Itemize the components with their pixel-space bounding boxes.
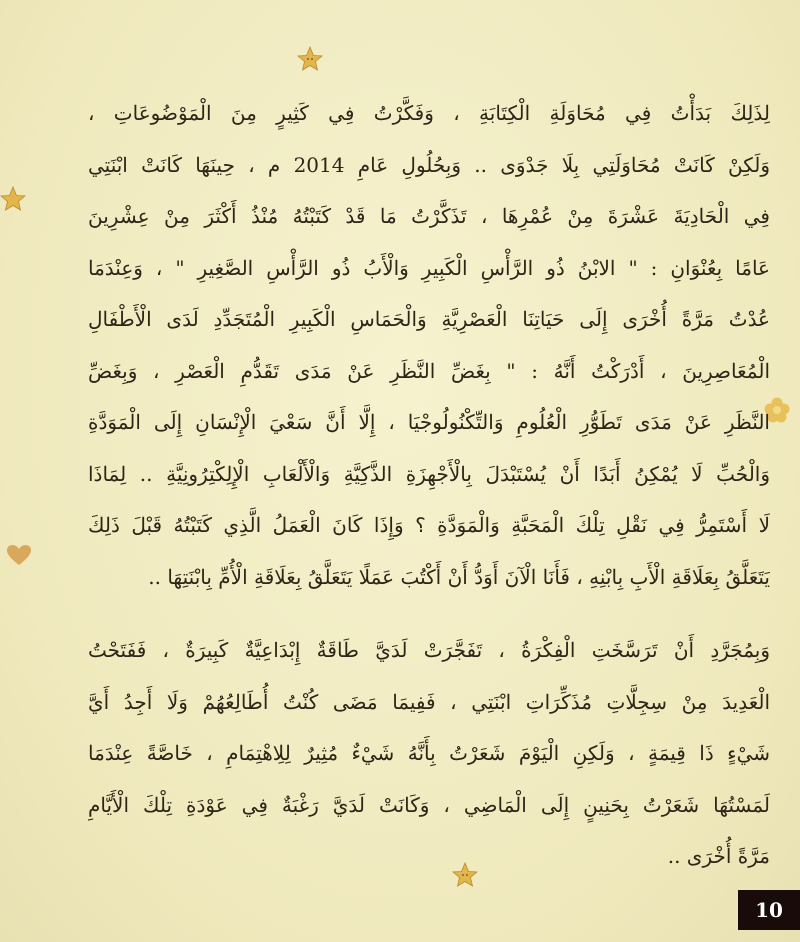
text-line: عُدْتُ مَرَّةً أُخْرَى إِلَى حَيَاتِنَا الْعَصْرِيَّةِ وَالْحَمَاسِ الْكَبِيرِ الْمُتَجَدِّدِ لَدَى الْأَطْفَالِ [88, 307, 770, 331]
text-line: عَامًا بِعُنْوَانِ : " الابْنُ ذُو الرَّأْسِ الْكَبِيرِ وَالْأَبُ ذُو الرَّأْسِ الصَّغِيرِ " ، وَعِنْدَمَا [88, 255, 770, 280]
text-line: النَّظَرِ عَنْ مَدَى تَطَوُّرِ الْعُلُومِ وَالتِّكْنُولُوجْيَا ، إِلَّا أَنَّ سَعْيَ الْإِنْسَانِ إِلَى الْمَوَدَّةِ [88, 410, 770, 434]
text-line: مَرَّةً أُخْرَى .. [667, 844, 770, 868]
text-line: وَبِمُجَرَّدِ أَنْ تَرَسَّخَتِ الْفِكْرَةُ ، تَفَجَّرَتْ لَدَيَّ طَاقَةٌ إِبْدَاعِيَّةٌ كَبِيرَةٌ ، فَفَتَحْتُ [88, 638, 770, 662]
text-line: الْمُعَاصِرِينَ ، أَدْرَكْتُ أَنَّهُ : " بِغَضِّ النَّظَرِ عَنْ مَدَى تَقَدُّمِ الْعَصْرِ ، وَبِغَضِّ [88, 358, 770, 383]
text-line: الْعَدِيدَ مِنْ سِجِلَّاتِ مُذَكِّرَاتِ ابْنَتِي ، فَفِيمَا مَضَى كُنْتُ أُطَالِعُهُمْ وَلَا أَجِدُ أَيَّ [88, 689, 770, 714]
text-line: لَا أَسْتَمِرُّ فِي نَقْلِ تِلْكَ الْمَحَبَّةِ وَالْمَوَدَّةِ ؟ وَإِذَا كَانَ الْعَمَلُ الَّذِي كَتَبْتُهُ قَبْلَ ذَلِكَ [88, 513, 770, 537]
text-line: لِذَلِكَ بَدَأْتُ فِي مُحَاوَلَةِ الْكِتَابَةِ ، وَفَكَّرْتُ فِي كَثِيرٍ مِنَ الْمَوْضُوعَاتِ ، [88, 101, 770, 125]
star-icon [297, 46, 323, 72]
body-text [88, 88, 770, 883]
star-icon [0, 186, 26, 212]
paragraph-1 [88, 88, 770, 603]
text-line: وَلَكِنْ كَانَتْ مُحَاوَلَتِي بِلَا جَدْوَى .. وَبِحُلُولِ عَامِ 2014 م ، حِينَهَا كَانَتْ ابْنَتِي [88, 152, 770, 177]
paragraph-2 [88, 625, 770, 883]
text-line: فِي الْحَادِيَةَ عَشْرَةَ مِنْ عُمْرِهَا ، تَذَكَّرْتُ مَا قَدْ كَتَبْتُهُ مُنْذُ أَكْثَرَ مِنْ عِشْرِينَ [88, 204, 770, 228]
text-line: شَيْءٍ ذَا قِيمَةٍ ، وَلَكِنِ الْيَوْمَ شَعَرْتُ بِأَنَّهُ شَيْءٌ مُثِيرٌ لِلِاهْتِمَامِ ، خَاصَّةً عِنْدَمَا [88, 741, 770, 765]
heart-icon [6, 544, 32, 566]
page-number: 10 [738, 890, 800, 930]
text-line: وَالْحُبِّ لَا يُمْكِنُ أَبَدًا أَنْ يُسْتَبْدَلَ بِالْأَجْهِزَةِ الذَّكِيَّةِ وَالْأَلْعَابِ الْإِلِكْتِرُونِيَّةِ .. لِمَاذَا [88, 461, 770, 486]
paragraph-gap [88, 603, 770, 625]
text-line: يَتَعَلَّقُ بِعَلَاقَةِ الْأَبِ بِابْنِهِ ، فَأَنَا الْآنَ أَوَدُّ أَنْ أَكْتُبَ عَمَلًا يَتَعَلَّقُ بِعَلَاقَةِ الْأُمِّ بِابْنَتِهَا .. [148, 564, 770, 589]
text-line: لَمَسْتُهَا شَعَرْتُ بِحَنِينٍ إِلَى الْمَاضِي ، وَكَانَتْ لَدَيَّ رَغْبَةٌ فِي عَوْدَةِ تِلْكَ الْأَيَّامِ [88, 792, 770, 817]
